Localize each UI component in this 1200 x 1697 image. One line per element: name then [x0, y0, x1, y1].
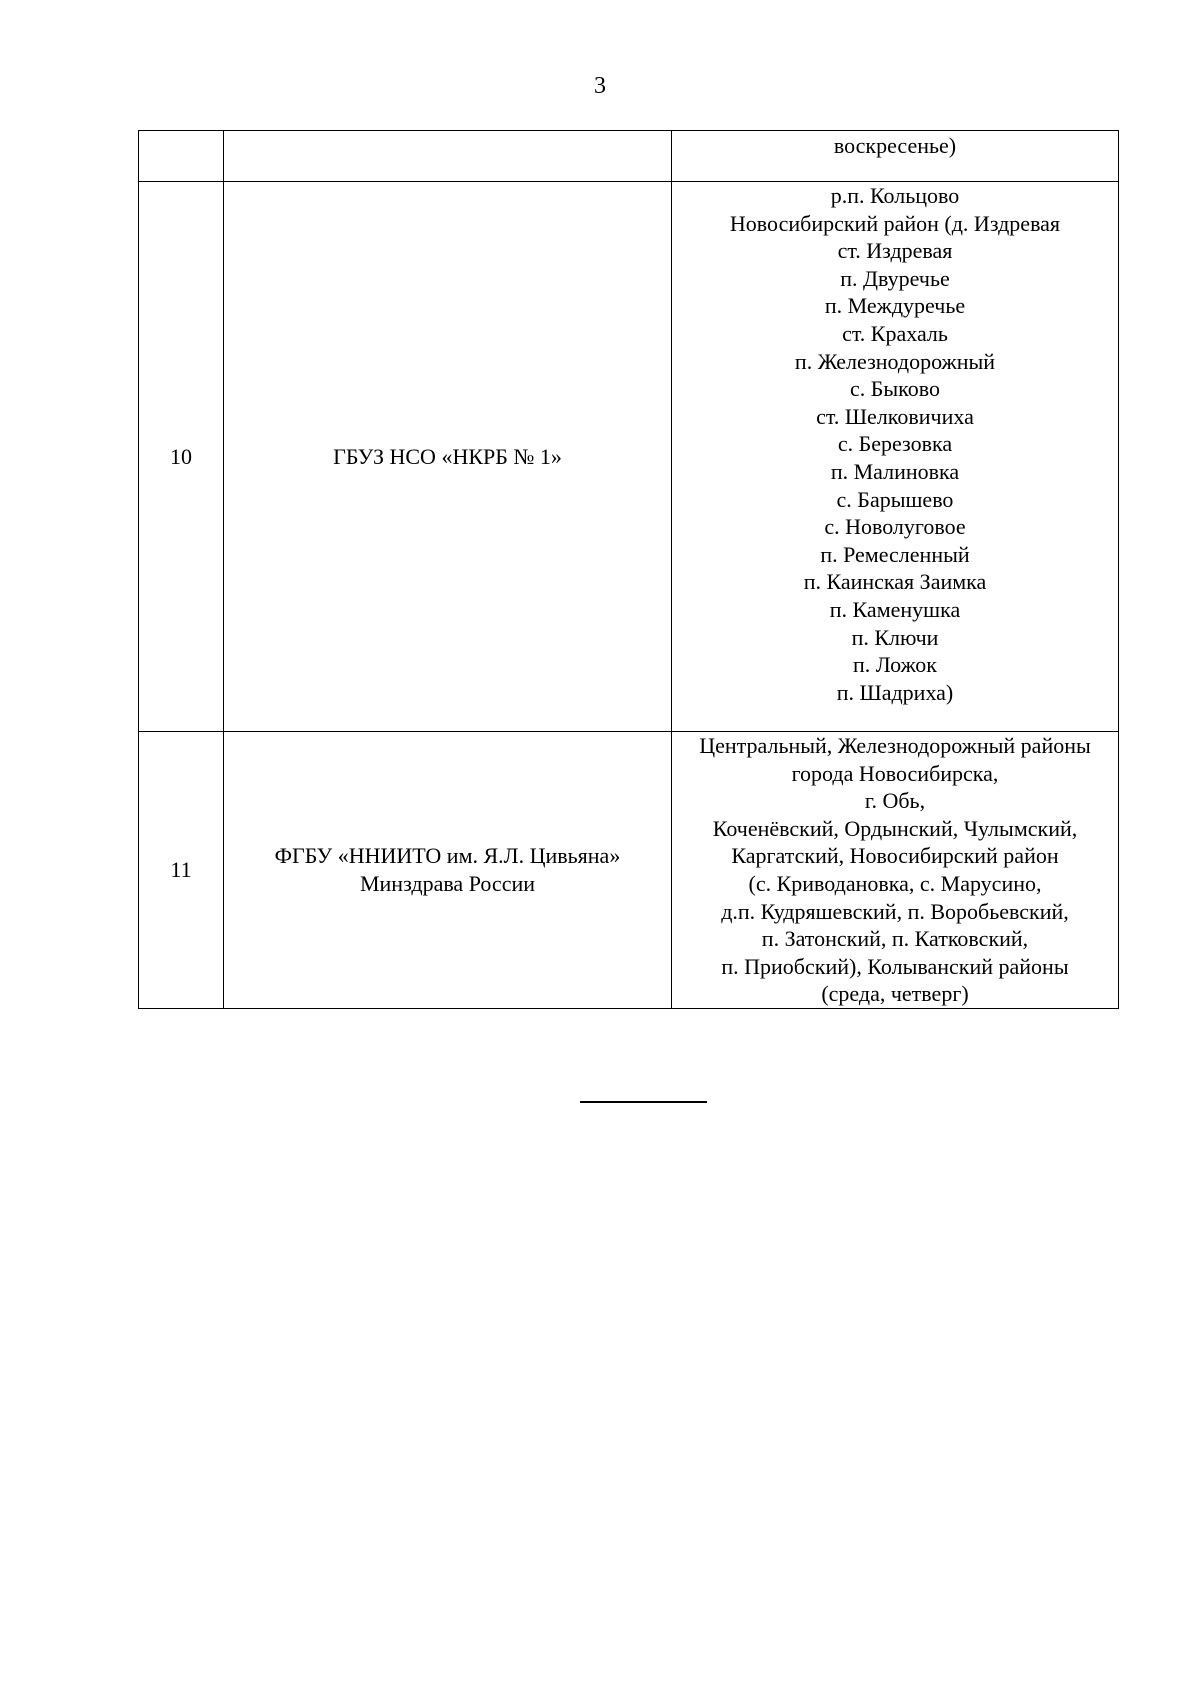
table-row — [139, 182, 1119, 732]
area-line: с. Новолуговое — [824, 514, 966, 540]
end-of-document-line — [580, 1101, 707, 1103]
organization-line: ФГБУ «ННИИТО им. Я.Л. Цивьяна» — [274, 843, 621, 869]
area-line: п. Каменушка — [829, 596, 961, 622]
area-line: Коченёвский, Ордынский, Чулымский, — [712, 815, 1078, 841]
area-line: п. Ключи — [851, 624, 939, 650]
area-line: Каргатский, Новосибирский район — [731, 843, 1059, 869]
area-line: п. Ложок — [853, 652, 937, 678]
area-line: п. Ремесленный — [820, 541, 970, 567]
organization-line: Минздрава России — [359, 870, 536, 896]
area-line: Новосибирский район (д. Издревая — [729, 210, 1061, 236]
areas-cell — [672, 732, 1119, 1009]
area-line: (с. Криводановка, с. Марусино, — [748, 870, 1042, 896]
table-row — [139, 732, 1119, 1009]
area-line: п. Малиновка — [830, 458, 960, 484]
area-line: с. Барышево — [836, 486, 954, 512]
area-line: (среда, четверг) — [821, 981, 969, 1007]
areas-cell — [672, 131, 1119, 182]
areas-cell — [672, 182, 1119, 732]
area-line: воскресенье) — [833, 133, 957, 158]
area-line: города Новосибирска, — [791, 760, 999, 786]
table-row — [139, 131, 1119, 182]
area-line: д.п. Кудряшевский, п. Воробьевский, — [721, 898, 1069, 924]
area-line: п. Двуречье — [840, 265, 950, 291]
institutions-table — [138, 130, 1119, 1009]
row-number-cell — [139, 131, 224, 182]
area-line: п. Каинская Заимка — [803, 569, 987, 595]
area-line: р.п. Кольцово — [830, 183, 960, 208]
area-line: ст. Издревая — [837, 238, 953, 264]
area-line: п. Затонский, п. Катковский, — [761, 926, 1029, 952]
area-line: с. Березовка — [837, 431, 953, 457]
organization-cell — [224, 131, 672, 182]
area-line: г. Обь, — [864, 788, 926, 814]
area-line: ст. Шелковичиха — [816, 403, 974, 429]
area-line: п. Междуречье — [824, 293, 966, 319]
area-line: п. Шадриха) — [836, 679, 954, 705]
organization-cell: ГБУЗ НСО «НКРБ № 1» — [224, 182, 672, 732]
organization-cell — [224, 732, 672, 1009]
row-number-cell: 11 — [139, 732, 224, 1009]
area-line: ст. Крахаль — [842, 320, 948, 346]
area-line: п. Приобский), Колыванский районы — [721, 953, 1069, 979]
row-number-cell: 10 — [139, 182, 224, 732]
area-line: Центральный, Железнодорожный районы — [699, 733, 1091, 758]
area-line: с. Быково — [850, 376, 940, 402]
page-number: 3 — [594, 73, 606, 99]
area-line: п. Железнодорожный — [794, 348, 996, 374]
